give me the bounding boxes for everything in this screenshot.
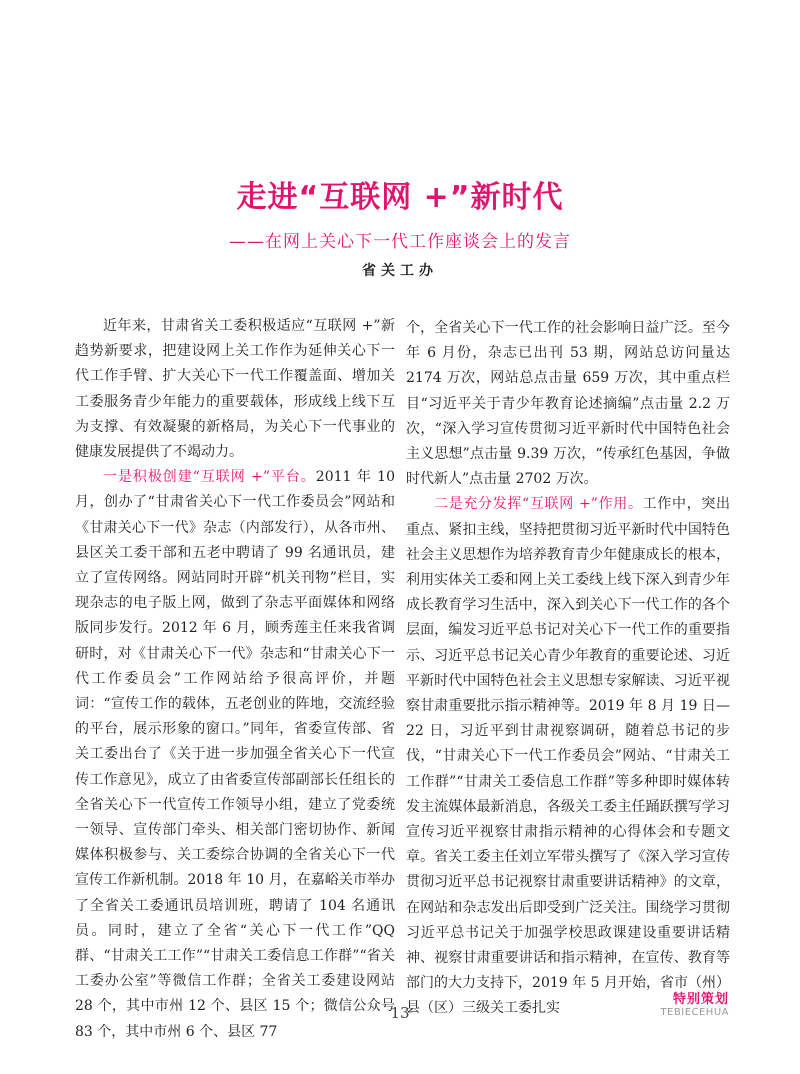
article-subtitle: ——在网上关心下一代工作座谈会上的发言 [229,232,571,252]
article-author: 省关工办 [362,263,438,279]
section-label-en: TEBIECEHUA [660,1007,729,1018]
paragraph-intro: 近年来，甘肃省关工委积极适应“互联网 +”新趋势新要求，把建设网上关工作作为延伸关心下一代工作手臂、扩大关心下一代工作覆盖面、增加关工委服务青少年能力的重要载体，形成线上线下互为支撑、有效凝聚的新格局，为关心下一代事业的健康发展提供了不竭动力。 [75,318,395,461]
section-mark [660,988,729,1018]
right-column [406,316,730,1022]
point-one-heading: 一是积极创建“互联网 +”平台。 [103,469,316,486]
section-label-cn: 特别策划 [672,992,729,1007]
point-two-heading: 二是充分发挥“互联网 +”作用。 [434,496,643,513]
paragraph-continued: 个，全省关心下一代工作的社会影响日益广泛。至今年 6 月份，杂志已出刊 53 期，网站总访问量达 2174 万次，网站总点击量 659 万次，其中重点栏目“习近平关于青少年教育论述摘编”点击量 2.2 万次，“深入学习宣传贯彻习近平新时代中国特色社会主义思想”点击量 9.39 万次，“传承红色基因，争做时代新人”点击量 2702 万次。 [406,320,730,488]
point-one-body: 2011 年 10 月，创办了“甘肃省关心下一代工作委员会”网站和《甘肃关心下一代》杂志（内部发行），从各市州、县区关工委干部和五老中聘请了 99 名通讯员，建立了宣传网络。网站同时开辟“机关刊物”栏目，实现杂志的电子版上网，做到了杂志平面媒体和网络版同步发行。2012 年 6 月，顾秀莲主任来我省调研时，对《甘肃关心下一代》杂志和“甘肃关心下一代工作委员会”工作网站给予很高评价，并题词：“宣传工作的载体，五老创业的阵地，交流经验的平台，展示形象的窗口。”同年，省委宣传部、省关工委出台了《关于进一步加强全省关心下一代宣传工作意见》，成立了由省委宣传部副部长任组长的全省关心下一代宣传工作领导小组，建立了党委统一领导、宣传部门牵头、相关部门密切协作、新闻媒体积极参与、关工委综合协调的全省关心下一代宣传工作新机制。2018 年 10 月，在嘉峪关市举办了全省关工委通讯员培训班，聘请了 104 名通讯员。同时，建立了全省“关心下一代工作”QQ 群、“甘肃关工工作”“甘肃关工委信息工作群”“省关工委办公室”等微信工作群；全省关工委建设网站 28 个，其中市州 12 个、县区 15 个；微信公众号 83 个，其中市州 6 个、县区 77 [75,469,395,1040]
point-two-body: 工作中，突出重点、紧扣主线，坚持把贯彻习近平新时代中国特色社会主义思想作为培养教育青少年健康成长的根本，利用实体关工委和网上关工委线上线下深入到青少年成长教育学习生活中，深入到关心下一代工作的各个层面，编发习近平总书记对关心下一代工作的重要指示、习近平总书记关心青少年教育的重要论述、习近平新时代中国特色社会主义思想专家解读、习近平视察甘肃重要批示指示精神等。2019 年 8 月 19 日—22 日，习近平到甘肃视察调研，随着总书记的步伐，“甘肃关心下一代工作委员会”网站、“甘肃关工工作群”“甘肃关工委信息工作群”等多种即时媒体转发主流媒体最新消息，各级关工委主任踊跃撰写学习宣传习近平视察甘肃指示精神的心得体会和专题文章。省关工委主任刘立军带头撰写了《深入学习宣传贯彻习近平总书记视察甘肃重要讲话精神》的文章，在网站和杂志发出后即受到广泛关注。围绕学习贯彻习近平总书记关于加强学校思政课建设重要讲话精神、视察甘肃重要讲话和指示精神，在宣传、教育等部门的大力支持下，2019 年 5 月开始，省市（州）县（区）三级关工委扎实 [406,496,730,1017]
paragraph-point-one [75,465,395,1045]
page-number: 13 [390,1004,410,1022]
paragraph-point-two [406,492,730,1021]
left-column [75,314,395,1045]
article-title: 走进“互联网 +”新时代 [236,180,564,215]
